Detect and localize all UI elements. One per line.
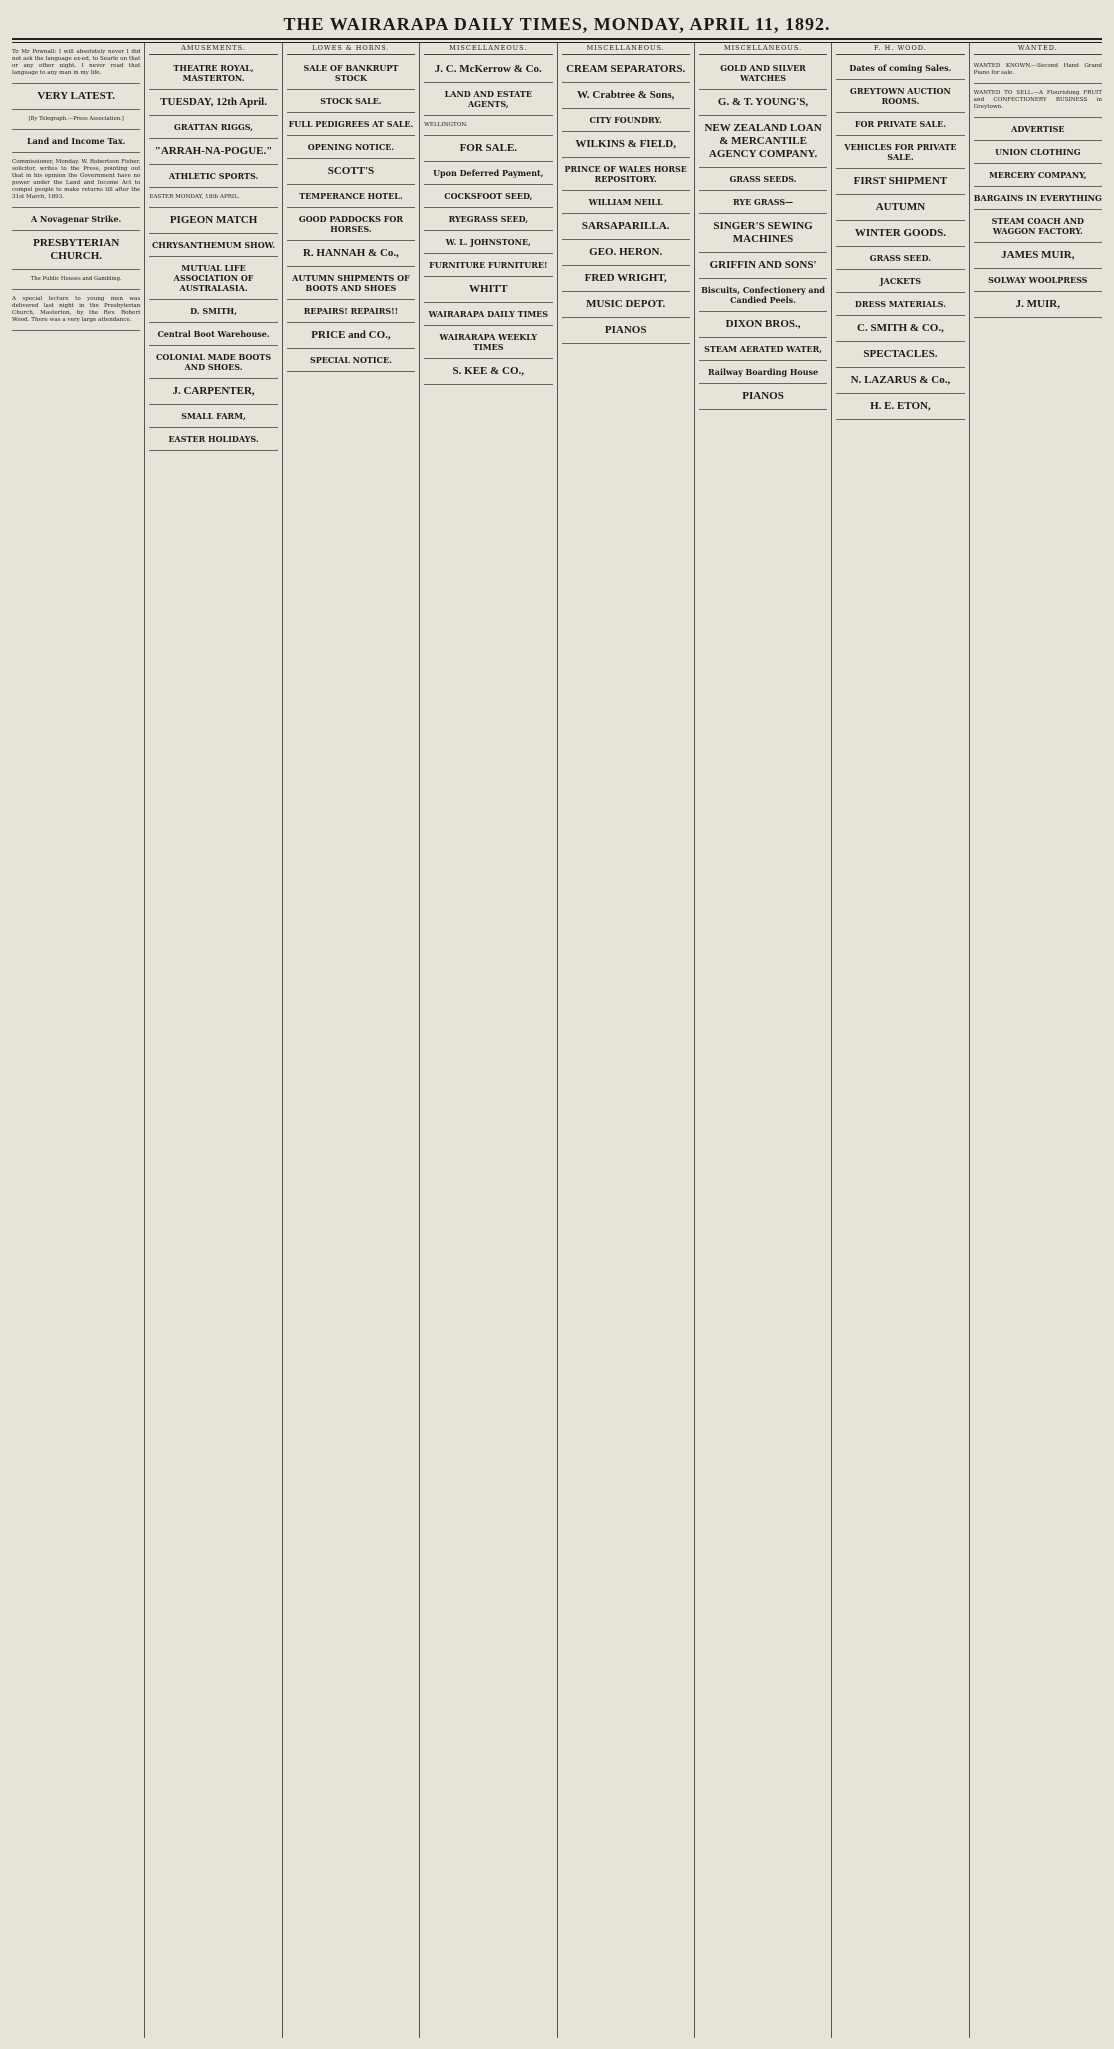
ad-title: VERY LATEST. (37, 90, 116, 102)
ad-heading: Dates of coming Sales. (849, 63, 952, 73)
ad-block (12, 132, 140, 153)
ad-block (974, 294, 1102, 318)
ad-heading: FULL PEDIGREES AT SALE. (288, 119, 414, 129)
ad-title: J. CARPENTER, (172, 385, 255, 397)
ad-block (836, 171, 964, 195)
ad-block (836, 59, 964, 80)
ad-block (149, 325, 277, 346)
ad-block (149, 381, 277, 405)
ad-text: A special lecture to young men was delivered last night in the Presbyterian Church, Masterton, by the Rev. Robert Wood. There was a very large attendance. (12, 295, 141, 323)
ad-block (562, 242, 690, 266)
ad-block (699, 281, 827, 312)
ad-block (699, 314, 827, 338)
ad-block (699, 216, 827, 253)
ad-block (562, 160, 690, 191)
ad-heading: FOR PRIVATE SALE. (854, 119, 947, 129)
ad-title: CREAM SEPARATORS. (566, 63, 686, 75)
ad-heading: Railway Boarding House (707, 367, 819, 377)
ad-block (424, 256, 552, 277)
ad-heading: REPAIRS! REPAIRS!! (303, 306, 399, 316)
ad-heading: RYE GRASS— (733, 197, 794, 207)
ad-heading: FURNITURE FURNITURE! (429, 260, 548, 270)
ad-heading: WAIRARAPA DAILY TIMES (428, 309, 549, 319)
ad-block (699, 118, 827, 168)
ad-title: N. LAZARUS & Co., (850, 374, 951, 386)
ad-block (562, 134, 690, 158)
ad-heading: BARGAINS IN EVERYTHING (973, 193, 1102, 203)
ad-heading: STEAM COACH AND WAGGON FACTORY. (991, 216, 1084, 236)
ad-heading: OPENING NOTICE. (307, 142, 395, 152)
column-7 (832, 43, 969, 2038)
ad-text: WANTED TO SELL.—A Flourishing FRUIT and CONFECTIONERY BUSINESS in Greytown. (973, 90, 1102, 110)
ad-block (699, 193, 827, 214)
ad-title: PIANOS (604, 324, 647, 336)
ad-heading: GRASS SEEDS. (729, 174, 797, 184)
ad-block (149, 259, 277, 300)
ad-heading: Upon Deferred Payment, (433, 168, 544, 178)
ad-heading: W. L. JOHNSTONE, (445, 237, 531, 247)
ad-heading: MUTUAL LIFE ASSOCIATION OF AUSTRALASIA. (173, 263, 254, 293)
ad-block (699, 59, 827, 90)
ad-heading: AUTUMN SHIPMENTS OF BOOTS AND SHOES (292, 273, 410, 293)
ad-title: AUTUMN (875, 201, 926, 213)
ad-block (287, 351, 415, 372)
ad-block (836, 82, 964, 113)
column-header: F. H. WOOD. (836, 45, 964, 55)
ad-block (149, 92, 277, 116)
ad-block (562, 193, 690, 214)
ad-block (836, 370, 964, 394)
ad-block (424, 59, 552, 83)
ad-block (424, 164, 552, 185)
ad-subheading: [By Telegraph.—Press Association.] (28, 116, 124, 122)
ad-block (287, 115, 415, 136)
ad-heading: GRASS SEED. (869, 253, 932, 263)
ad-block (424, 118, 552, 136)
ad-title: G. & T. YOUNG'S, (717, 96, 809, 108)
ad-subheading: The Public Houses and Gambling. (30, 275, 122, 282)
column-header: WANTED. (974, 45, 1102, 55)
ad-heading: MERCERY COMPANY, (989, 170, 1087, 180)
column-3 (283, 43, 420, 2038)
ad-block (836, 396, 964, 420)
ad-block (562, 268, 690, 292)
ad-block (287, 92, 415, 113)
ad-block (562, 320, 690, 344)
ad-heading: WAIRARAPA WEEKLY TIMES (439, 332, 538, 352)
ad-block (424, 361, 552, 385)
ad-heading: CITY FOUNDRY. (589, 115, 662, 125)
ad-block (974, 143, 1102, 164)
ad-title: R. HANNAH & Co., (302, 247, 399, 259)
ad-heading: SPECIAL NOTICE. (310, 355, 392, 365)
ad-text: Commissioner, Monday. W. Robertson Fisher, solicitor, writes to the Press, pointing out that in his opinion the Government have no power under the Land and Income Act to compel people to make returns till after the 31st March, 1893. (12, 158, 141, 200)
ad-title: WHITT (469, 283, 508, 295)
ad-heading: GREYTOWN AUCTION ROOMS. (850, 86, 951, 106)
column-2 (145, 43, 282, 2038)
ad-title: J. MUIR, (1015, 298, 1060, 310)
ad-block (836, 295, 964, 316)
ad-title: GRIFFIN AND SONS' (709, 259, 817, 271)
ad-title: PIANOS (742, 390, 784, 402)
ad-heading: RYEGRASS SEED, (448, 214, 529, 224)
ad-block (12, 292, 140, 331)
ad-text: WELLINGTON. (424, 122, 468, 128)
ad-block (12, 86, 140, 110)
ad-heading: Central Boot Warehouse. (157, 329, 270, 339)
ad-heading: COCKSFOOT SEED, (444, 191, 533, 201)
column-header: AMUSEMENTS. (149, 45, 277, 55)
ad-block (287, 138, 415, 159)
ad-heading: STEAM AERATED WATER, (704, 344, 823, 354)
ad-block (149, 348, 277, 379)
ad-title: GEO. HERON. (589, 246, 663, 258)
column-area (8, 43, 1106, 2038)
ad-heading: GOLD AND SILVER WATCHES (720, 63, 806, 83)
ad-heading: A Novagenar Strike. (31, 213, 122, 224)
ad-block (287, 59, 415, 90)
ad-block (974, 271, 1102, 292)
ad-block (287, 187, 415, 208)
ad-block (149, 167, 277, 188)
ad-title: PRESBYTERIAN CHURCH. (33, 236, 120, 262)
ad-text: EASTER MONDAY, 18th APRIL. (149, 194, 240, 200)
ad-block (12, 233, 140, 270)
ad-heading: TEMPERANCE HOTEL. (299, 191, 403, 201)
masthead (12, 0, 1102, 40)
ad-title: SARSAPARILLA. (581, 220, 670, 232)
ad-block (149, 430, 277, 451)
ad-block (699, 340, 827, 361)
ad-block (562, 85, 690, 109)
ad-block (149, 118, 277, 139)
ad-text: To Mr Pownall: I will absolutely never I did not ask the language ex-ed, to Searle on that or any other night. I never read that language to any man in my life. (12, 49, 141, 76)
column-4 (420, 43, 557, 2038)
ad-heading: SALE OF BANKRUPT STOCK (303, 63, 399, 83)
column-header: MISCELLANEOUS. (699, 45, 827, 55)
ad-title: PRICE and CO., (311, 329, 391, 341)
ad-title: J. C. McKerrow & Co. (434, 63, 542, 75)
column-5 (558, 43, 695, 2038)
column-header: LOWES & HORNS. (287, 45, 415, 55)
ad-block (836, 115, 964, 136)
column-header: MISCELLANEOUS. (562, 45, 690, 55)
ad-heading: LAND AND ESTATE AGENTS, (444, 89, 532, 109)
ad-block (699, 386, 827, 410)
ad-block (12, 155, 140, 208)
ad-title: JAMES MUIR, (1001, 249, 1075, 261)
ad-block (699, 255, 827, 279)
ad-heading: ATHLETIC SPORTS. (168, 171, 259, 181)
ad-block (562, 59, 690, 83)
ad-heading: THEATRE ROYAL, MASTERTON. (173, 63, 254, 83)
ad-heading: Land and Income Tax. (26, 135, 126, 146)
ad-title: FRED WRIGHT, (584, 272, 667, 284)
ad-block (149, 302, 277, 323)
ad-block (974, 245, 1102, 269)
ad-block (562, 111, 690, 132)
ad-title: C. SMITH & CO., (857, 322, 944, 334)
ad-block (149, 141, 277, 165)
ad-block (974, 59, 1102, 84)
ad-block (149, 407, 277, 428)
ad-block (12, 272, 140, 290)
ad-title: SINGER'S SEWING MACHINES (713, 220, 813, 245)
ad-heading: ADVERTISE (1011, 124, 1065, 134)
ad-heading: GOOD PADDOCKS FOR HORSES. (298, 214, 404, 234)
ad-block (974, 86, 1102, 118)
ad-block (287, 269, 415, 300)
ad-block (974, 166, 1102, 187)
ad-title: H. E. ETON, (870, 400, 931, 412)
ad-heading: PRINCE OF WALES HORSE REPOSITORY. (564, 164, 687, 184)
ad-block (974, 189, 1102, 210)
ad-block (424, 85, 552, 116)
ad-block (562, 216, 690, 240)
ad-heading: STOCK SALE. (320, 96, 382, 106)
ad-heading: CHRYSANTHEMUM SHOW. (151, 240, 276, 250)
ad-heading: UNION CLOTHING (995, 147, 1081, 157)
ad-title: WINTER GOODS. (854, 227, 946, 239)
ad-title: PIGEON MATCH (169, 214, 258, 226)
ad-block (424, 210, 552, 231)
ad-block (424, 187, 552, 208)
ad-block (12, 45, 140, 84)
ad-block (12, 112, 140, 130)
ad-heading: COLONIAL MADE BOOTS AND SHOES. (156, 352, 272, 372)
ad-heading: VEHICLES FOR PRIVATE SALE. (844, 142, 957, 162)
ad-block (287, 243, 415, 267)
ad-title: WILKINS & FIELD, (575, 138, 676, 150)
ad-block (836, 138, 964, 169)
ad-block (149, 210, 277, 234)
ad-heading: D. SMITH, (190, 306, 238, 316)
ad-title: FIRST SHIPMENT (853, 175, 948, 187)
ad-title: DIXON BROS., (725, 318, 801, 330)
ad-block (149, 59, 277, 90)
ad-title: SCOTT'S (327, 165, 375, 177)
ad-heading: WILLIAM NEILL (588, 197, 663, 207)
ad-heading: SMALL FARM, (181, 411, 246, 421)
ad-block (287, 325, 415, 349)
column-8 (970, 43, 1106, 2038)
ad-heading: EASTER HOLIDAYS. (168, 434, 259, 444)
column-header: MISCELLANEOUS. (424, 45, 552, 55)
ad-heading: DRESS MATERIALS. (854, 299, 946, 309)
ad-title: W. Crabtree & Sons, (576, 89, 675, 101)
ad-block (424, 138, 552, 162)
ad-block (699, 92, 827, 116)
ad-text: WANTED KNOWN.—Second Hand Grand Piano for sale. (973, 63, 1102, 76)
ad-block (562, 294, 690, 318)
ad-heading: JACKETS (879, 276, 921, 286)
ad-heading: SOLWAY WOOLPRESS (988, 275, 1088, 285)
ad-block (424, 233, 552, 254)
ad-title: SPECTACLES. (863, 348, 938, 360)
ad-block (287, 210, 415, 241)
ad-title: TUESDAY, 12th April. (160, 96, 267, 108)
ad-heading: GRATTAN RIGGS, (174, 122, 254, 132)
ad-block (974, 120, 1102, 141)
column-6 (695, 43, 832, 2038)
column-1 (8, 43, 145, 2038)
ad-block (424, 328, 552, 359)
ad-title: NEW ZEALAND LOAN & MERCANTILE AGENCY COMPANY. (704, 122, 822, 160)
ad-block (287, 161, 415, 185)
ad-block (149, 236, 277, 257)
masthead-title: THE WAIRARAPA DAILY TIMES, MONDAY, APRIL 11, 1892. (283, 14, 831, 34)
ad-block (699, 363, 827, 384)
ad-title: MUSIC DEPOT. (586, 298, 666, 310)
ad-block (836, 318, 964, 342)
ad-block (287, 302, 415, 323)
ad-block (836, 272, 964, 293)
ad-title: "ARRAH-NA-POGUE." (154, 145, 273, 157)
ad-block (836, 249, 964, 270)
ad-block (836, 197, 964, 221)
ad-title: S. KEE & CO., (452, 365, 525, 377)
ad-block (424, 279, 552, 303)
ad-block (836, 223, 964, 247)
ad-block (699, 170, 827, 191)
ad-heading: Biscuits, Confectionery and Candied Peels. (701, 285, 826, 305)
ad-block (424, 305, 552, 326)
ad-block (149, 190, 277, 208)
ad-title: FOR SALE. (459, 142, 518, 154)
ad-block (836, 344, 964, 368)
ad-block (12, 210, 140, 231)
ad-block (974, 212, 1102, 243)
